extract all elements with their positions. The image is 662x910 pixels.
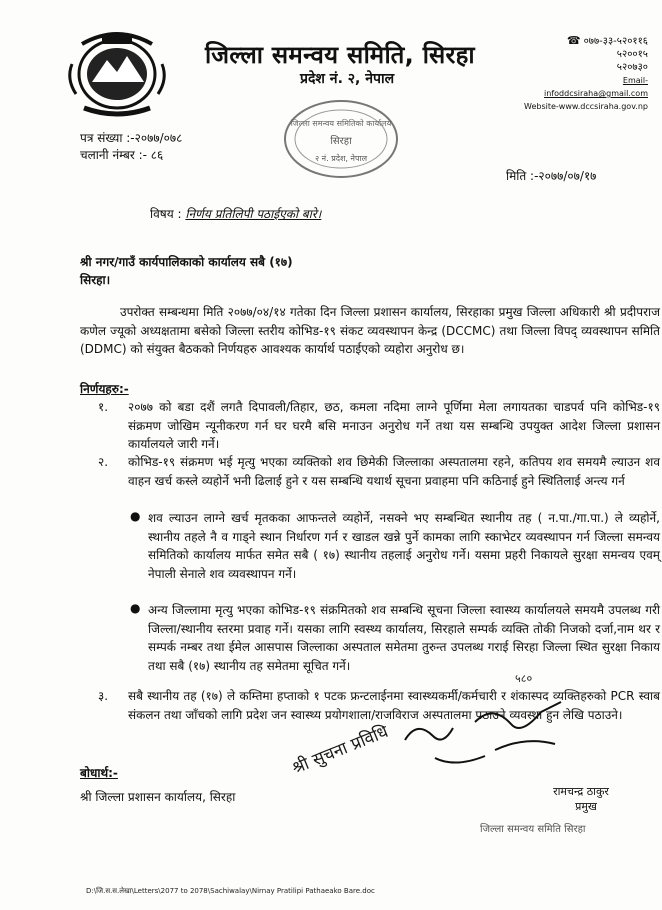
phone-2: ५२००१५ — [616, 49, 648, 60]
signatory-position: प्रमुख — [575, 800, 597, 813]
decisions-heading: निर्णयहरु:- — [80, 382, 129, 396]
seal-line-1: जिल्ला समन्वय समितिको कार्यालय — [290, 119, 392, 128]
chalani-number: चलानी नंम्बर :- ८६ — [80, 148, 164, 162]
decision-number-1: १. — [98, 400, 109, 414]
bullet-text-1: शव ल्याउन लाग्ने खर्च मृतकका आफन्तले व्यहोर्ने, नसक्ने भए सम्बन्धित स्थानीय तह ( न.पा./गा.पा.) ले व्यहोर्ने, स्थानीय तहले नै व गाड्ने स्थान निर्धारण गर्न र खाडल खन्ने पुर्ने कामका लागि स्काभेटर व्यवस्थापन गर्न जिल्ला समन्वय समितिको कार्यालय मार्फत समेत सबै ( १७) स्थानीय तहलाई अनुरोध गर्ने। यसमा प्रहरी निकायले सुरक्षा समन्वय एवम् नेपाली सेनाले शव व्यवस्थापन गर्ने। — [148, 511, 660, 581]
bullet-icon: ● — [130, 509, 141, 523]
phone-3: ५२०७३० — [616, 62, 648, 73]
addressee-line-2: सिरहा। — [80, 273, 111, 287]
contact-block — [520, 34, 648, 113]
file-path-footer: D:\जि.स.स.लेखा\Letters\2077 to 2078\Sachiwalay\Nirnay Pratilipi Pathaeako Bare.doc — [86, 887, 375, 895]
patra-sankhya: पत्र संख्या :-२०७७/०७८ — [80, 131, 183, 145]
decision-text-3: सबै स्थानीय तह (१७) ले कम्तिमा हप्ताको १ पटक फ्रन्टलाईनमा स्वास्थ्यकर्मी/कर्मचारी र शंकास्पद व्यक्तिहरुको PCR स्वाब संकलन तथा जाँचको लागि प्रदेश जन स्वास्थ्य प्रयोगशाला/राजविराज अस्पतालमा पठाउने व्यवस्था हुन लेखि पठाउने। — [128, 689, 660, 722]
office-seal-stamp — [282, 98, 400, 180]
intro-paragraph: उपरोक्त सम्बन्धमा मिति २०७७/०४/१४ गतेका दिन जिल्ला प्रशासन कार्यालय, सिरहाका प्रमुख जिल्ला अधिकारी श्री प्रदीपराज कणेल ज्यूको अध्यक्षतामा बसेको जिल्ला स्तरीय कोभिड-१९ संकट व्यवस्थापन केन्द्र (DCCMC) तथा जिल्ला विपद् व्यवस्थापन समिति (DDMC) को संयुक्त बैठकको निर्णयहरु आवश्यक कार्यार्थ पठाईएको व्यहोरा अनुरोध छ। — [80, 305, 660, 356]
email-text: Email-infoddcsiraha@gmail.com — [544, 76, 648, 98]
bullet-text-2: अन्य जिल्लामा मृत्यु भएका कोभिड-१९ संक्रमितको शव सम्बन्धि सूचना जिल्ला स्वास्थ्य कार्यालयले समयमै उपलब्ध गरी जिल्ला/स्थानीय स्तरमा प्रवाह गर्ने। यसका लागि स्वस्थ्य कार्यालय, सिरहाले सम्पर्क व्यक्ति तोकी निजको दर्जा,नाम थर र सम्पर्क नम्बर तथा ईमेल आसपास जिल्लाका अस्पताल समेतमा तुरुन्त उपलब्ध गराई सिरहा जिल्ला स्थित सुरक्षा निकाय तथा सबै (१७) स्थानीय तह समेतमा सूचित गर्ने। — [148, 603, 660, 673]
handwritten-note-line: श्री सुचना प्रविधि — [289, 721, 392, 779]
subject-label: विषय : — [150, 207, 182, 221]
office-title: जिल्ला समन्वय समिति, सिरहा — [205, 41, 475, 69]
phone-icon: ☎ — [566, 34, 581, 47]
signatory-stamp: जिल्ला समन्वय समिति सिरहा — [480, 824, 586, 835]
addressee-line-1: श्री नगर/गाउँ कार्यपालिकाको कार्यालय सबै (१७) — [80, 255, 293, 269]
addressee-block — [80, 253, 293, 289]
phone-1: ०७७-३३-५२०११६ — [583, 36, 648, 47]
handwritten-signature — [285, 662, 605, 792]
office-subtitle: प्रदेश नं. २, नेपाल — [300, 71, 395, 87]
decision-text-2: कोभिड-१९ संक्रमण भई मृत्यु भएका व्यक्तिको शव छिमेकी जिल्लाका अस्पतालमा रहने, कतिपय शव समयमै ल्याउन शव वाहन खर्च कस्ले व्यहोर्ने भनी ढिलाई हुने र यस सम्बन्धि यथार्थ सूचना प्रवाहमा पनि कठिनाई हुने स्थितिलाई अन्त्य गर्न — [128, 455, 660, 488]
subject-line — [150, 205, 321, 222]
bodhartha-recipient: श्री जिल्ला प्रशासन कार्यालय, सिरहा — [80, 790, 236, 804]
letter-date: मिति :-२०७७/०७/१७ — [506, 169, 597, 183]
subject-text: निर्णय प्रतिलिपी पठाईएको बारे। — [185, 207, 322, 221]
reference-block — [80, 130, 182, 164]
nepal-emblem-icon — [62, 24, 172, 120]
decision-text-1: २०७७ को बडा दशैं लगतै दिपावली/तिहार, छठ, कमला नदिमा लाग्ने पूर्णिमा मेला लगायतका चाडपर्व पनि कोभिड-१९ संक्रमण जोखिम न्यूनीकरण गर्न घर घरमै बसि मनाउन अनुरोध गर्ने तथा यस सम्बन्धि उपयुक्त आदेश जिल्ला प्रशासन कार्यालयले जारी गर्ने। — [128, 400, 660, 451]
decision-number-2: २. — [98, 455, 109, 469]
handwritten-number: ५८० — [515, 672, 533, 685]
seal-line-3: २ नं. प्रदेश, नेपाल — [314, 154, 368, 163]
website-text: Website-www.dccsiraha.gov.np — [524, 102, 648, 111]
decision-number-3: ३. — [98, 689, 109, 703]
bullet-icon: ● — [130, 601, 141, 615]
signatory-name: रामचन्द्र ठाकुर — [553, 785, 609, 798]
seal-line-2: सिरहा — [330, 136, 352, 147]
bodhartha-label: बोधार्थ:- — [80, 766, 118, 780]
